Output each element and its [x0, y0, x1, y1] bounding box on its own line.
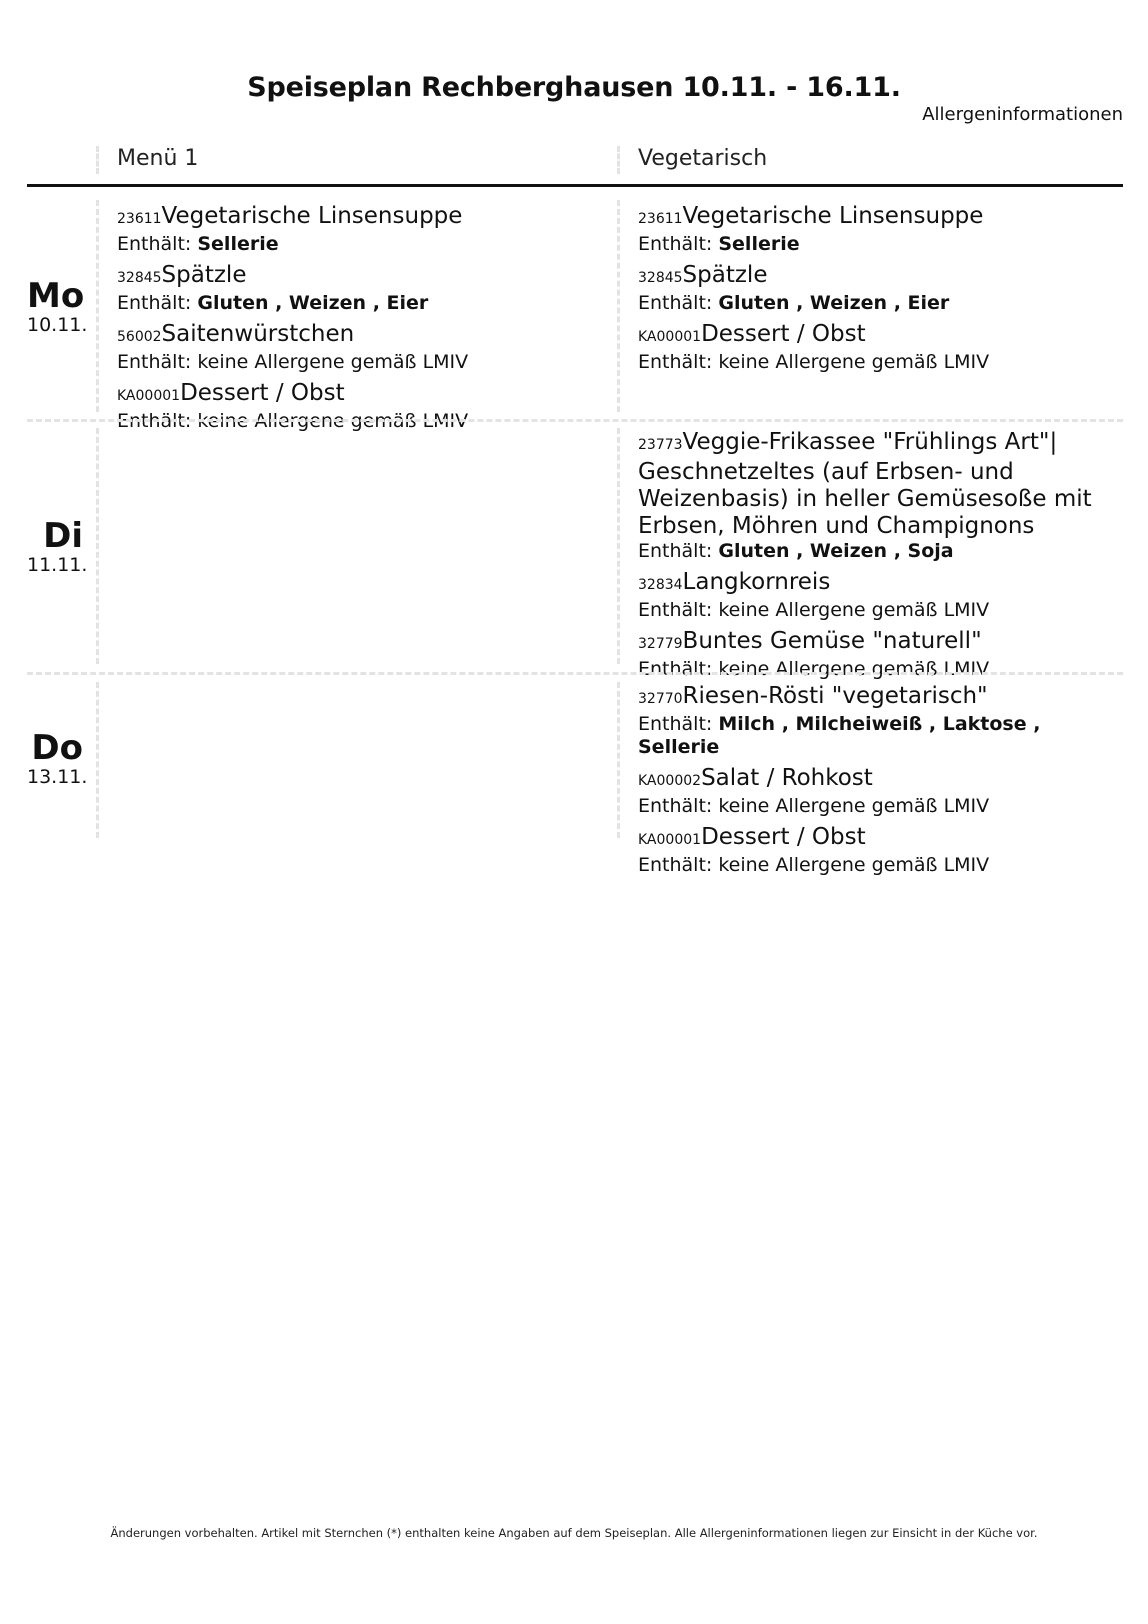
allergen-prefix: Enthält: keine Allergene gemäß LMIV: [638, 854, 990, 876]
item-name: Veggie-Frikassee "Frühlings Art"| Geschnetzeltes (auf Erbsen- und Weizenbasis) in heller Gemüsesoße mit Erbsen, Möhren und Champignons: [638, 429, 1092, 539]
allergen-info-link[interactable]: Allergeninformationen: [922, 104, 1123, 125]
allergen-list: Gluten , Weizen , Eier: [718, 292, 950, 314]
menu-cell: [638, 429, 1098, 687]
day-abbr: Do: [31, 728, 83, 768]
menu-item: [638, 262, 1098, 315]
allergen-list: Sellerie: [718, 233, 800, 255]
menu-cell: [117, 203, 577, 439]
day-abbr: Di: [43, 516, 83, 556]
item-name: Dessert / Obst: [701, 824, 866, 850]
column-divider-menu1: [96, 146, 99, 174]
item-name: Vegetarische Linsensuppe: [682, 203, 984, 229]
day-abbr: Mo: [27, 276, 85, 316]
allergen-prefix: Enthält: keine Allergene gemäß LMIV: [638, 795, 990, 817]
day-label: [27, 516, 88, 576]
menu-item: [117, 321, 577, 374]
allergen-prefix: Enthält: keine Allergene gemäß LMIV: [117, 410, 469, 432]
row-divider: [617, 200, 620, 412]
allergen-list: Milch , Milcheiweiß , Laktose , Sellerie: [638, 713, 1041, 758]
item-name: Vegetarische Linsensuppe: [161, 203, 463, 229]
item-code: 23611: [638, 211, 683, 227]
page-title: Speiseplan Rechberghausen 10.11. - 16.11.: [247, 72, 901, 103]
menu-item: [638, 429, 1098, 563]
allergen-list: Gluten , Weizen , Soja: [718, 540, 954, 562]
item-code: KA00001: [117, 388, 181, 404]
menu-item: [117, 380, 577, 433]
item-name: Spätzle: [161, 262, 247, 288]
item-code: 56002: [117, 329, 162, 345]
row-divider: [617, 682, 620, 838]
item-name: Dessert / Obst: [180, 380, 345, 406]
item-name: Salat / Rohkost: [701, 765, 873, 791]
day-date: 10.11.: [27, 314, 88, 336]
item-name: Saitenwürstchen: [161, 321, 355, 347]
allergen-prefix: Enthält: keine Allergene gemäß LMIV: [117, 351, 469, 373]
menu-item: [638, 765, 1098, 818]
menu-cell: [638, 203, 1098, 380]
footer-note: Änderungen vorbehalten. Artikel mit Sternchen (*) enthalten keine Angaben auf dem Speiseplan. Alle Allergeninformationen liegen zur Einsicht in der Küche vor.: [110, 1526, 1038, 1540]
row-divider: [96, 200, 99, 412]
item-name: Spätzle: [682, 262, 768, 288]
allergen-list: Sellerie: [197, 233, 279, 255]
header-rule: [27, 184, 1123, 187]
day-label: [27, 276, 88, 336]
column-header-vegetarian: Vegetarisch: [638, 146, 768, 171]
day-date: 13.11.: [27, 766, 88, 788]
item-code: KA00001: [638, 832, 702, 848]
row-divider: [617, 428, 620, 664]
menu-item: [117, 262, 577, 315]
item-code: 32845: [117, 270, 162, 286]
item-code: 23773: [638, 437, 683, 453]
day-separator: [27, 672, 1123, 675]
row-divider: [96, 428, 99, 664]
day-label: [27, 728, 88, 788]
row-divider: [96, 682, 99, 838]
menu-item: [117, 203, 577, 256]
menu-item: [638, 824, 1098, 877]
item-code: 32779: [638, 636, 683, 652]
item-name: Dessert / Obst: [701, 321, 866, 347]
menu-item: [638, 321, 1098, 374]
item-code: 23611: [117, 211, 162, 227]
item-name: Riesen-Rösti "vegetarisch": [682, 683, 988, 709]
day-separator: [27, 419, 1123, 422]
item-code: KA00001: [638, 329, 702, 345]
item-code: 32834: [638, 577, 683, 593]
allergen-prefix: Enthält: keine Allergene gemäß LMIV: [638, 599, 990, 621]
day-date: 11.11.: [27, 554, 88, 576]
allergen-prefix: Enthält: keine Allergene gemäß LMIV: [638, 658, 990, 680]
item-name: Buntes Gemüse "naturell": [682, 628, 982, 654]
menu-item: [638, 683, 1098, 759]
item-code: 32770: [638, 691, 683, 707]
column-divider-vegetarian: [617, 146, 620, 174]
column-header-menu1: Menü 1: [117, 146, 199, 171]
menu-item: [638, 203, 1098, 256]
allergen-prefix: Enthält: keine Allergene gemäß LMIV: [638, 351, 990, 373]
menu-cell: [638, 683, 1098, 883]
allergen-prefix: Enthält:: [638, 713, 719, 735]
item-name: Langkornreis: [682, 569, 831, 595]
item-code: KA00002: [638, 773, 702, 789]
allergen-prefix: Enthält:: [117, 233, 198, 255]
item-code: 32845: [638, 270, 683, 286]
allergen-prefix: Enthält:: [638, 540, 719, 562]
allergen-prefix: Enthält:: [638, 233, 719, 255]
menu-item: [638, 569, 1098, 622]
allergen-prefix: Enthält:: [117, 292, 198, 314]
allergen-list: Gluten , Weizen , Eier: [197, 292, 429, 314]
allergen-prefix: Enthält:: [638, 292, 719, 314]
